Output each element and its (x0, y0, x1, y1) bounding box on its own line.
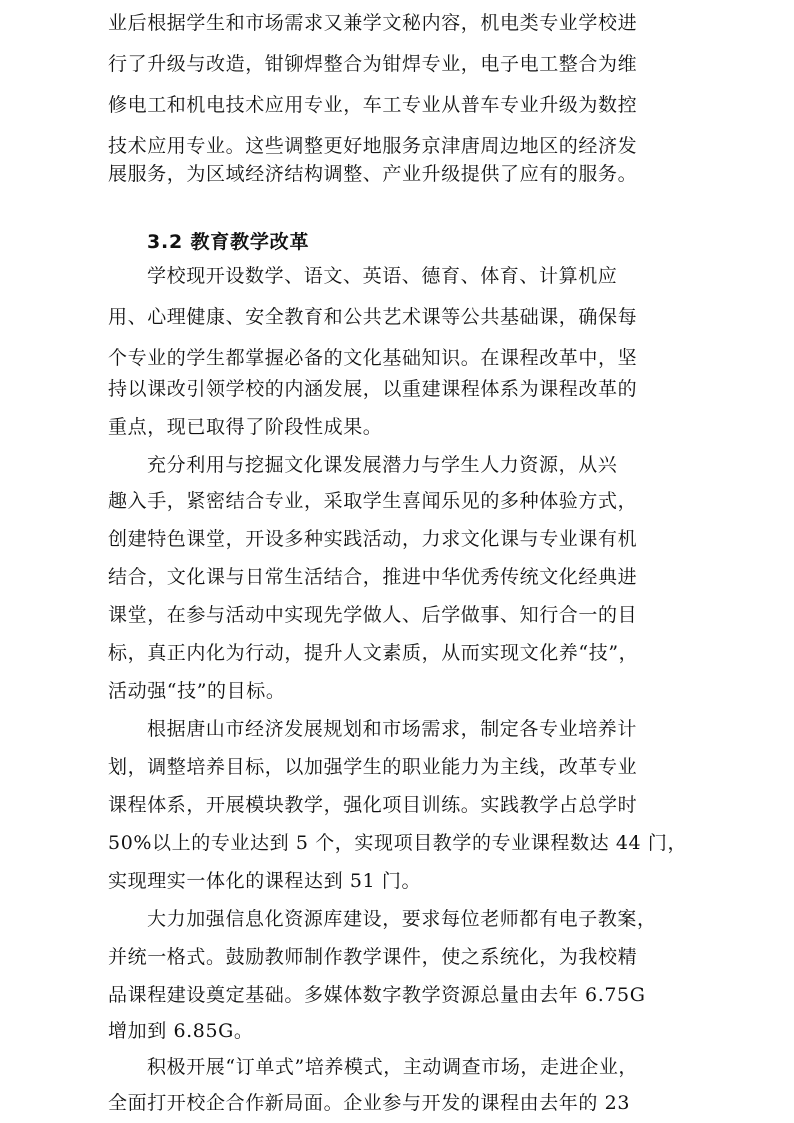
paragraph-2-line-6: 标，真正内化为行动，提升人文素质，从而实现文化养“技”， (108, 642, 639, 664)
paragraph-1-line-2: 用、心理健康、安全教育和公共艺术课等公共基础课，确保每 (108, 306, 638, 328)
intro-line-3: 修电工和机电技术应用专业，车工专业从普车专业升级为数控 (108, 94, 638, 116)
paragraph-4-line-2: 并统一格式。鼓励教师制作教学课件，使之系统化，为我校精 (108, 946, 638, 968)
section-heading: 3.2 教育教学改革 (147, 231, 310, 253)
paragraph-4-line-1: 大力加强信息化资源库建设，要求每位老师都有电子教案， (147, 908, 657, 930)
paragraph-3-line-3: 课程体系，开展模块教学，强化项目训练。实践教学占总学时 (108, 794, 638, 816)
paragraph-3-line-5: 实现理实一体化的课程达到 51 门。 (108, 870, 422, 892)
paragraph-2-line-4: 结合，文化课与日常生活结合，推进中华优秀传统文化经典进 (108, 566, 638, 588)
paragraph-5-line-2: 全面打开校企合作新局面。企业参与开发的课程由去年的 23 (108, 1092, 631, 1114)
intro-line-1: 业后根据学生和市场需求又兼学文秘内容，机电类专业学校进 (108, 12, 638, 34)
paragraph-2-line-7: 活动强“技”的目标。 (108, 680, 286, 702)
intro-line-4: 技术应用专业。这些调整更好地服务京津唐周边地区的经济发 (108, 135, 638, 157)
intro-line-2: 行了升级与改造，钳铆焊整合为钳焊专业，电子电工整合为维 (108, 53, 638, 75)
paragraph-2-line-3: 创建特色课堂，开设多种实践活动，力求文化课与专业课有机 (108, 528, 638, 550)
paragraph-4-line-4: 增加到 6.85G。 (108, 1020, 254, 1042)
paragraph-3-line-2: 划，调整培养目标，以加强学生的职业能力为主线，改革专业 (108, 756, 638, 778)
paragraph-2-line-5: 课堂，在参与活动中实现先学做人、后学做事、知行合一的目 (108, 604, 638, 626)
paragraph-1-line-5: 重点，现已取得了阶段性成果。 (108, 416, 383, 438)
intro-line-5: 展服务，为区域经济结构调整、产业升级提供了应有的服务。 (108, 163, 638, 185)
paragraph-3-line-1: 根据唐山市经济发展规划和市场需求，制定各专业培养计 (147, 718, 638, 740)
paragraph-1-line-3: 个专业的学生都掌握必备的文化基础知识。在课程改革中，坚 (108, 347, 638, 369)
paragraph-3-line-4: 50%以上的专业达到 5 个，实现项目教学的专业课程数达 44 门， (108, 832, 688, 854)
paragraph-5-line-1: 积极开展“订单式”培养模式，主动调查市场，走进企业， (147, 1056, 639, 1078)
paragraph-1-line-4: 持以课改引领学校的内涵发展，以重建课程体系为课程改革的 (108, 378, 638, 400)
paragraph-2-line-2: 趣入手，紧密结合专业，采取学生喜闻乐见的多种体验方式， (108, 490, 638, 512)
paragraph-2-line-1: 充分利用与挖掘文化课发展潜力与学生人力资源，从兴 (147, 454, 618, 476)
paragraph-1-line-1: 学校现开设数学、语文、英语、德育、体育、计算机应 (147, 265, 618, 287)
paragraph-4-line-3: 品课程建设奠定基础。多媒体数字教学资源总量由去年 6.75G (108, 984, 646, 1006)
